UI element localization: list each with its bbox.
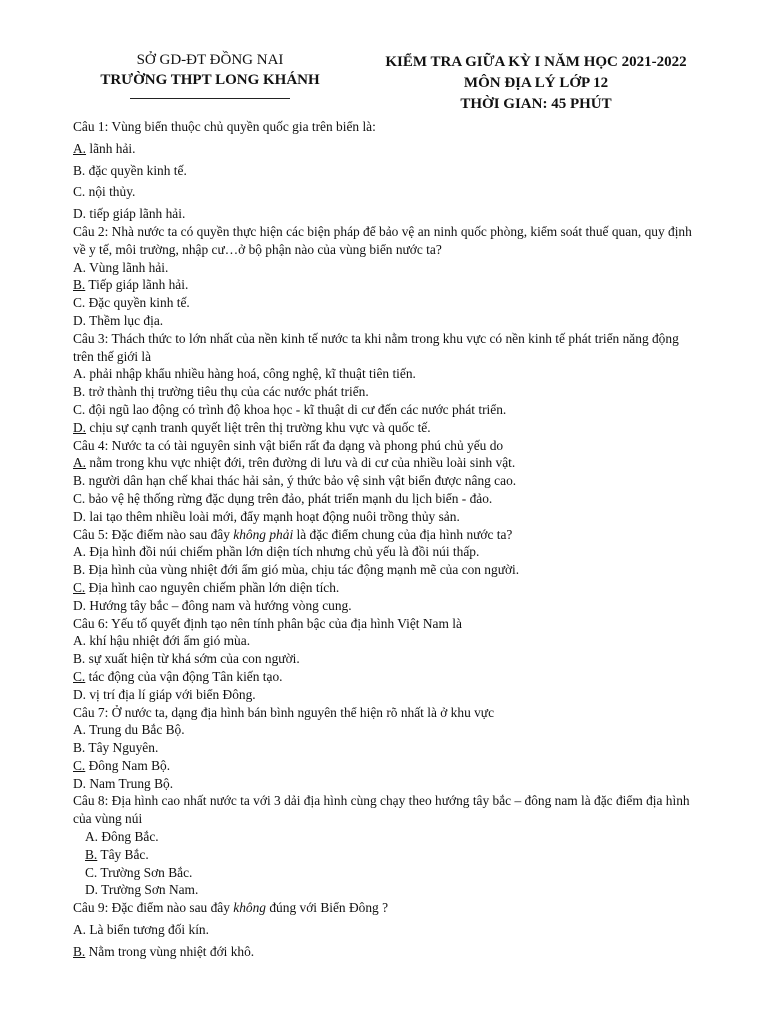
question-4 (73, 437, 693, 526)
option-b: B. sự xuất hiện từ khá sớm của con người. (73, 651, 300, 667)
question-9 (73, 899, 693, 960)
option-a: A. phải nhập khẩu nhiều hàng hoá, công nghệ, kĩ thuật tiên tiến. (73, 366, 416, 382)
option-text: Địa hình cao nguyên chiếm phần lớn diện tích. (85, 579, 340, 595)
question-text: Câu 1: Vùng biển thuộc chủ quyền quốc gia trên biển là: (73, 119, 376, 134)
option-c: C. bảo vệ hệ thống rừng đặc dụng trên đảo, phát triển mạnh du lịch biển - đảo. (73, 490, 493, 506)
question-text: Câu 3: Thách thức to lớn nhất của nền kinh tế nước ta khi nằm trong khu vực có nền kinh tế phát triển năng động trên thế giới là (73, 330, 679, 364)
question-emphasis: không phải (233, 526, 294, 542)
option-a (73, 454, 693, 472)
option-d: D. Thềm lục địa. (73, 312, 164, 328)
option-a: A. Đông Bắc. (85, 829, 159, 845)
option-b: B. người dân hạn chế khai thác hải sản, ý thức bảo vệ sinh vật biển được nâng cao. (73, 473, 517, 489)
option-text: Tây Bắc. (97, 846, 149, 862)
option-text: Tiếp giáp lãnh hải. (85, 277, 189, 293)
question-2 (73, 223, 693, 330)
question-text-part: Câu 5: Đặc điểm nào sau đây (73, 526, 234, 542)
question-7 (73, 704, 693, 793)
option-a: A. Địa hình đồi núi chiếm phần lớn diện tích nhưng chủ yếu là đồi núi thấp. (73, 544, 480, 560)
option-letter: B. (73, 943, 86, 959)
header-divider (130, 98, 290, 99)
question-emphasis: không (233, 900, 267, 916)
option-c: C. Đặc quyền kinh tế. (73, 295, 190, 311)
option-b: B. Tây Nguyên. (73, 740, 159, 756)
option-a (73, 140, 693, 158)
option-b: B. trở thành thị trường tiêu thụ của các nước phát triển. (73, 384, 369, 400)
option-letter: D. (73, 419, 87, 435)
option-a: A. Trung du Bắc Bộ. (73, 722, 185, 738)
option-d: D. lai tạo thêm nhiều loài mới, đẩy mạnh hoạt động nuôi trồng thủy sản. (73, 508, 460, 524)
question-text: Câu 8: Địa hình cao nhất nước ta với 3 dải địa hình cùng chạy theo hướng tây bắc – đông nam là đặc điểm địa hình của vùng núi (73, 793, 690, 827)
question-text-part: là đặc điểm chung của địa hình nước ta? (293, 526, 513, 542)
option-d: D. Trường Sơn Nam. (85, 882, 199, 898)
option-text: tác động của vận động Tân kiến tạo. (85, 668, 283, 684)
exam-title: KIỂM TRA GIỮA KỲ I NĂM HỌC 2021-2022 (385, 54, 687, 70)
option-c: C. Trường Sơn Bắc. (85, 864, 193, 880)
option-letter: A. (73, 140, 87, 156)
option-a: A. khí hậu nhiệt đới ẩm gió mùa. (73, 633, 251, 649)
school-name: TRƯỜNG THPT LONG KHÁNH (100, 72, 320, 88)
subject-title: MÔN ĐỊA LÝ LỚP 12 (463, 75, 609, 91)
question-text: Câu 2: Nhà nước ta có quyền thực hiện các biện pháp để bảo vệ an ninh quốc phòng, kiểm soát thuế quan, quy định về y tế, môi trường, nhập cư…ở bộ phận nào của vùng biển nước ta? (73, 223, 692, 257)
option-text: chịu sự cạnh tranh quyết liệt trên thị trường khu vực và quốc tế. (86, 419, 431, 435)
option-b: B. đặc quyền kinh tế. (73, 162, 187, 178)
header-right (340, 52, 732, 115)
option-a: A. Vùng lãnh hải. (73, 259, 169, 275)
question-text-part: Câu 9: Đặc điểm nào sau đây (73, 900, 234, 916)
question-text: Câu 4: Nước ta có tài nguyên sinh vật biển rất đa dạng và phong phú chủ yếu do (73, 437, 504, 453)
option-d: D. Nam Trung Bộ. (73, 775, 174, 791)
question-text: Câu 7: Ở nước ta, dạng địa hình bán bình nguyên thể hiện rõ nhất là ở khu vực (73, 704, 495, 720)
question-text (73, 899, 693, 917)
option-c: C. đội ngũ lao động có trình độ khoa học - kĩ thuật di cư đến các nước phát triển. (73, 401, 507, 417)
option-b (73, 943, 693, 961)
option-b (73, 846, 693, 864)
option-letter: C. (73, 757, 86, 773)
question-6 (73, 615, 693, 704)
option-b (73, 276, 693, 294)
option-d: D. tiếp giáp lãnh hải. (73, 206, 186, 222)
option-letter: B. (73, 277, 86, 293)
option-letter: A. (73, 455, 87, 471)
option-d (73, 419, 693, 437)
option-letter: C. (73, 668, 86, 684)
exam-body (73, 118, 693, 961)
option-a: A. Là biển tương đối kín. (73, 922, 209, 938)
option-c (73, 757, 693, 775)
department-name: SỞ GD-ĐT ĐỒNG NAI (136, 52, 284, 68)
option-text: nằm trong khu vực nhiệt đới, trên đường di lưu và di cư của nhiều loài sinh vật. (86, 455, 516, 471)
option-d: D. vị trí địa lí giáp với biển Đông. (73, 686, 256, 702)
question-8 (73, 792, 693, 899)
option-text: Đông Nam Bộ. (85, 757, 171, 773)
option-letter: B. (85, 846, 98, 862)
question-text (73, 526, 693, 544)
question-3 (73, 330, 693, 437)
option-c: C. nội thủy. (73, 184, 136, 200)
option-b: B. Địa hình của vùng nhiệt đới ẩm gió mùa, chịu tác động mạnh mẽ của con người. (73, 562, 520, 578)
option-c (73, 579, 693, 597)
question-text-part: đúng với Biển Đông ? (266, 900, 389, 916)
option-c (73, 668, 693, 686)
question-1 (73, 118, 693, 223)
question-5 (73, 526, 693, 615)
option-d: D. Hướng tây bắc – đông nam và hướng vòng cung. (73, 597, 352, 613)
option-letter: C. (73, 579, 86, 595)
header-left (80, 50, 340, 99)
option-text: lãnh hải. (86, 140, 136, 156)
option-text: Nằm trong vùng nhiệt đới khô. (85, 943, 255, 959)
exam-duration: THỜI GIAN: 45 PHÚT (460, 96, 612, 112)
question-text: Câu 6: Yếu tố quyết định tạo nên tính phân bậc của địa hình Việt Nam là (73, 615, 462, 631)
